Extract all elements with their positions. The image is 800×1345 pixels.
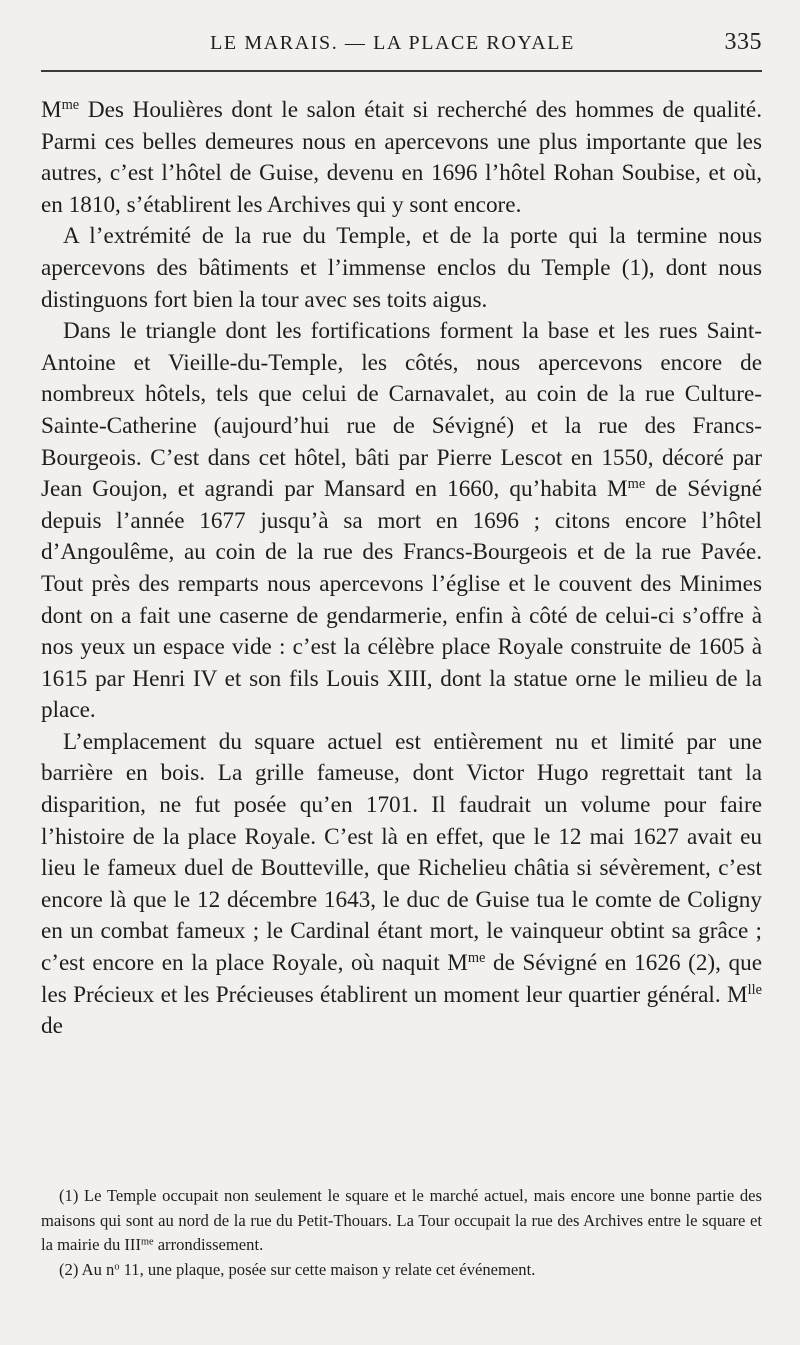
body-text: [41, 95, 762, 1043]
paragraph-4-text-3: de: [41, 1013, 63, 1040]
footnote-2-text-2: 11, une plaque, posée sur cette maison y relate cet événement.: [119, 1259, 536, 1279]
paragraph-4-text-2: de Sévigné en 1626 (2), que les Précieux et les Précieuses établirent un moment leur quartier général. M: [41, 950, 763, 1008]
superscript-o: o: [114, 1261, 120, 1273]
footnote-1-text-2: arrondissement.: [153, 1235, 264, 1255]
footnote-1-text-1: (1) Le Temple occupait non seulement le square et le marché actuel, mais encore une bonne partie des maisons qui sont au nord de la rue du Petit-Thouars. La Tour occupait la rue des Archives entre le square et la mairie du III: [41, 1186, 762, 1255]
superscript-me: me: [61, 97, 80, 114]
superscript-lle: lle: [747, 981, 762, 998]
footnote-2: [41, 1258, 762, 1283]
paragraph-1-text-1: M: [41, 97, 62, 123]
paragraph-1-text-2: Des Houlières dont le salon était si recherché des hommes de qualité. Parmi ces belles demeures nous en apercevons une plus importante que les autres, c’est l’hôtel de Guise, devenu en 1696 l’hôtel Rohan Soubise, et où, en 1810, s’établirent les Archives qui y sont encore.: [41, 97, 762, 218]
running-head: [41, 0, 762, 70]
footnote-1: [41, 1184, 762, 1258]
paragraph-3: [41, 316, 762, 727]
superscript-me: me: [140, 1236, 154, 1248]
paragraph-3-text-1: Dans le triangle dont les fortifications forment la base et les rues Saint-Antoine et Vieille-du-Temple, les côtés, nous apercevons encore de nombreux hôtels, tels que celui de Carnavalet, au coin de la rue Culture-Sainte-Catherine (aujourd’hui rue de Sévigné) et la rue des Francs-Bourgeois. C’est dans cet hôtel, bâti par Pierre Lescot en 1550, décoré par Jean Goujon, et agrandi par Mansard en 1660, qu’habita M: [41, 318, 762, 503]
superscript-me: me: [467, 950, 486, 967]
header-rule: [41, 70, 762, 72]
page-number: 335: [724, 29, 762, 55]
paragraph-2: [41, 221, 762, 316]
paragraph-1: [41, 95, 762, 221]
paragraph-2-text: A l’extrémité de la rue du Temple, et de la porte qui la termine nous apercevons des bâtiments et l’immense enclos du Temple (1), dont nous distinguons fort bien la tour avec ses toits aigus.: [41, 223, 762, 313]
paragraph-3-text-2: de Sévigné depuis l’année 1677 jusqu’à sa mort en 1696 ; citons encore l’hôtel d’Angoulême, au coin de la rue des Francs-Bourgeois et de la rue Pavée. Tout près des remparts nous apercevons l’église et le couvent des Minimes dont on a fait une caserne de gendarmerie, enfin à côté de celui-ci s’offre à nos yeux un espace vide : c’est la célèbre place Royale construite de 1605 à 1615 par Henri IV et son fils Louis XIII, dont la statue orne le milieu de la place.: [41, 476, 762, 724]
paragraph-4-text-1: L’emplacement du square actuel est entièrement nu et limité par une barrière en bois. La grille fameuse, dont Victor Hugo regrettait tant la disparition, ne fut posée qu’en 1701. Il faudrait un volume pour faire l’histoire de la place Royale. C’est là en effet, que le 12 mai 1627 avait eu lieu le fameux duel de Boutteville, que Richelieu châtia si sévèrement, c’est encore là que le 12 décembre 1643, le duc de Guise tua le comte de Coligny en un combat fameux ; le Cardinal étant mort, le vainqueur obtint sa grâce ; c’est encore en la place Royale, où naquit M: [41, 728, 762, 977]
footnotes: [41, 1184, 762, 1282]
superscript-me: me: [627, 476, 646, 493]
footnote-2-text-1: (2) Au n: [59, 1259, 115, 1279]
running-title: LE MARAIS. — LA PLACE ROYALE: [210, 32, 575, 54]
paragraph-4: [41, 727, 762, 1043]
